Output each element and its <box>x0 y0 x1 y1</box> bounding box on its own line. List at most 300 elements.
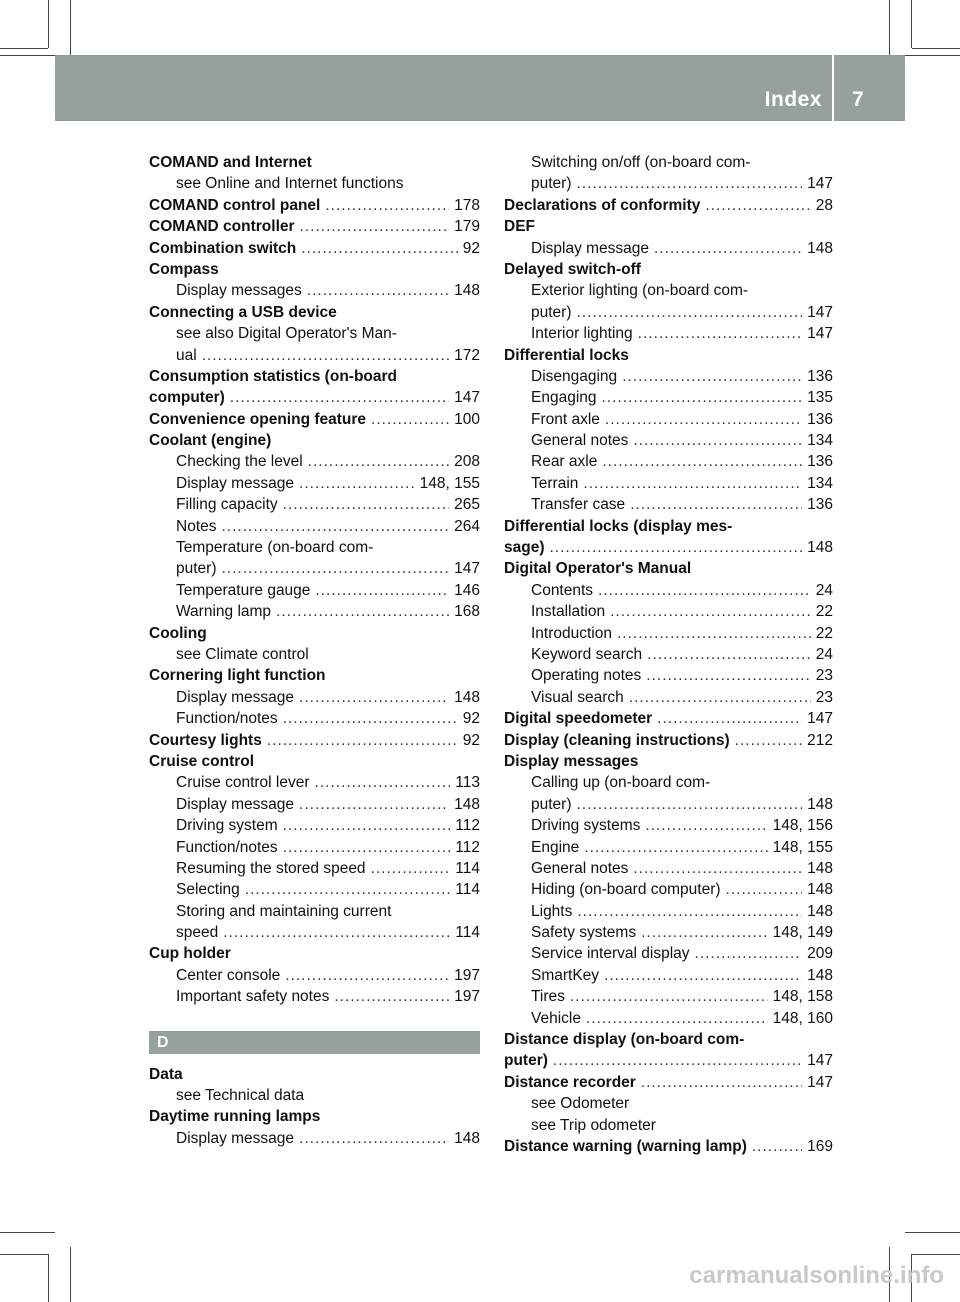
dot-leader <box>230 387 449 408</box>
page-reference[interactable]: 148 <box>454 282 480 300</box>
page-reference[interactable]: 136 <box>807 410 833 428</box>
dot-leader <box>299 794 449 815</box>
page-reference[interactable]: 265 <box>454 496 480 514</box>
index-subentry <box>504 601 833 622</box>
index-subentry <box>149 494 480 515</box>
dot-leader <box>641 922 768 943</box>
index-subentry <box>504 665 833 686</box>
dot-leader <box>645 815 767 836</box>
page-reference[interactable]: 147 <box>454 389 480 407</box>
page-reference[interactable]: 22 <box>815 624 833 642</box>
index-subentry <box>504 430 833 451</box>
dot-leader <box>610 601 811 622</box>
dot-leader <box>299 687 449 708</box>
dot-leader <box>570 986 768 1007</box>
index-entry <box>504 1072 833 1093</box>
index-entry <box>149 409 480 430</box>
index-subentry <box>149 772 480 793</box>
page-reference[interactable]: 148 <box>807 902 833 920</box>
index-entry <box>504 1029 833 1050</box>
index-list-d-continued <box>504 152 833 1157</box>
page-reference[interactable]: 172 <box>454 346 480 364</box>
page-reference[interactable]: 23 <box>815 688 833 706</box>
page-reference[interactable]: 148 <box>454 1129 480 1147</box>
header-divider <box>832 55 834 121</box>
index-subentry <box>504 858 833 879</box>
page-reference[interactable]: 264 <box>454 517 480 535</box>
dot-leader <box>629 687 811 708</box>
index-subentry <box>504 451 833 472</box>
dot-leader <box>605 409 802 430</box>
index-subentry <box>504 794 833 815</box>
page-reference[interactable]: 169 <box>807 1137 833 1155</box>
index-entry <box>149 152 480 173</box>
entry-text: see Technical data <box>176 1087 305 1105</box>
crop-mark <box>70 0 71 55</box>
entry-text: Differential locks <box>504 346 629 364</box>
page-reference[interactable]: 148, 160 <box>772 1009 833 1027</box>
dot-leader <box>638 323 802 344</box>
dot-leader <box>223 922 450 943</box>
dot-leader <box>267 730 458 751</box>
page-reference[interactable]: 148 <box>807 539 833 557</box>
dot-leader <box>577 901 802 922</box>
entry-text: Display message <box>176 474 295 492</box>
index-subentry <box>149 1085 480 1106</box>
entry-text: SmartKey <box>531 966 600 984</box>
entry-text: Center console <box>176 966 281 984</box>
dot-leader <box>647 644 811 665</box>
page-reference[interactable]: 148 <box>454 688 480 706</box>
dot-leader <box>726 879 803 900</box>
index-entry <box>149 1106 480 1127</box>
entry-text: Driving system <box>176 817 278 835</box>
index-subentry <box>504 879 833 900</box>
index-subentry <box>149 580 480 601</box>
dot-leader <box>285 965 449 986</box>
crop-mark <box>905 55 960 56</box>
dot-leader <box>371 409 449 430</box>
entry-text: Distance warning (warning lamp) <box>504 1137 747 1155</box>
index-subentry <box>504 280 833 301</box>
page-reference[interactable]: 112 <box>455 838 480 856</box>
page-reference[interactable]: 100 <box>454 410 480 428</box>
index-list-d <box>149 1064 480 1150</box>
page-reference[interactable]: 148 <box>807 795 833 813</box>
dot-leader <box>299 473 415 494</box>
index-entry <box>504 345 833 366</box>
dot-leader <box>604 965 802 986</box>
dot-leader <box>202 345 449 366</box>
dot-leader <box>752 1136 802 1157</box>
entry-text: Cornering light function <box>149 667 326 685</box>
entry-text: Display message <box>176 688 295 706</box>
entry-text: Temperature (on-board com- <box>176 539 374 557</box>
dot-leader <box>325 195 449 216</box>
index-subentry <box>504 772 833 793</box>
entry-text: Delayed switch-off <box>504 260 641 278</box>
index-subentry <box>504 623 833 644</box>
page-reference[interactable]: 92 <box>462 731 480 749</box>
index-entry <box>149 387 480 408</box>
entry-text: Filling capacity <box>176 496 278 514</box>
index-subentry <box>149 601 480 622</box>
dot-leader <box>630 494 802 515</box>
index-subentry <box>504 409 833 430</box>
entry-text: ual <box>176 346 197 364</box>
entry-text: computer) <box>149 389 225 407</box>
index-subentry <box>504 387 833 408</box>
crop-mark <box>0 1232 55 1233</box>
index-list-c <box>149 152 480 1008</box>
crop-mark <box>889 0 890 55</box>
entry-text: Safety systems <box>531 924 637 942</box>
entry-text: Display messages <box>176 282 302 300</box>
index-subentry <box>504 473 833 494</box>
page-reference[interactable]: 209 <box>807 945 833 963</box>
page-reference[interactable]: 148 <box>807 966 833 984</box>
index-subentry <box>504 238 833 259</box>
dot-leader <box>283 494 449 515</box>
entry-text: puter) <box>176 560 217 578</box>
index-subentry <box>149 708 480 729</box>
entry-text: Installation <box>531 603 606 621</box>
index-subentry <box>149 687 480 708</box>
index-subentry <box>504 366 833 387</box>
index-subentry <box>149 516 480 537</box>
dot-leader <box>222 558 450 579</box>
entry-text: Notes <box>176 517 217 535</box>
index-subentry <box>504 323 833 344</box>
index-entry <box>504 751 833 772</box>
index-subentry <box>149 794 480 815</box>
page-reference[interactable]: 147 <box>454 560 480 578</box>
crop-mark <box>0 1254 48 1255</box>
dot-leader <box>622 366 802 387</box>
dot-leader <box>550 537 803 558</box>
dot-leader <box>583 473 802 494</box>
entry-text: Data <box>149 1065 183 1083</box>
section-heading-d: D <box>149 1031 480 1054</box>
index-entry <box>149 259 480 280</box>
index-entry <box>149 730 480 751</box>
index-entry <box>504 216 833 237</box>
page-reference[interactable]: 22 <box>815 603 833 621</box>
dot-leader <box>245 879 451 900</box>
index-column-left <box>149 152 480 1149</box>
page-reference[interactable]: 112 <box>455 817 480 835</box>
index-subentry <box>149 323 480 344</box>
entry-text: Front axle <box>531 410 600 428</box>
dot-leader <box>657 708 802 729</box>
crop-mark <box>70 1247 71 1302</box>
index-subentry <box>504 1008 833 1029</box>
dot-leader <box>334 986 449 1007</box>
entry-text: puter) <box>531 303 572 321</box>
dot-leader <box>553 1050 802 1071</box>
dot-leader <box>641 1072 802 1093</box>
entry-text: Function/notes <box>176 710 278 728</box>
dot-leader <box>646 665 810 686</box>
page-reference[interactable]: 148, 155 <box>419 474 480 492</box>
entry-text: Display message <box>531 239 650 257</box>
index-subentry <box>149 644 480 665</box>
entry-text: Cruise control <box>149 752 255 770</box>
index-subentry <box>504 986 833 1007</box>
index-subentry <box>504 922 833 943</box>
dot-leader <box>598 580 811 601</box>
entry-text: Operating notes <box>531 667 642 685</box>
entry-text: Convenience opening feature <box>149 410 367 428</box>
entry-text: Important safety notes <box>176 988 330 1006</box>
index-subentry <box>149 280 480 301</box>
index-entry <box>149 623 480 644</box>
dot-leader <box>276 601 449 622</box>
crop-mark <box>911 0 912 48</box>
entry-text: Function/notes <box>176 838 278 856</box>
entry-text: Service interval display <box>531 945 690 963</box>
entry-text: Rear axle <box>531 453 598 471</box>
page-reference[interactable]: 114 <box>455 924 480 942</box>
entry-text: Display message <box>176 1129 295 1147</box>
index-entry <box>504 1136 833 1157</box>
index-subentry <box>504 687 833 708</box>
dot-leader <box>633 858 802 879</box>
entry-text: COMAND and Internet <box>149 154 312 171</box>
index-entry <box>504 195 833 216</box>
index-subentry <box>149 965 480 986</box>
page-reference[interactable]: 148, 156 <box>772 817 833 835</box>
index-subentry <box>504 1093 833 1114</box>
page-reference[interactable]: 179 <box>454 218 480 236</box>
index-subentry <box>149 558 480 579</box>
index-subentry <box>149 815 480 836</box>
entry-text: Hiding (on-board computer) <box>531 881 721 899</box>
entry-text: Coolant (engine) <box>149 432 272 450</box>
entry-text: puter) <box>531 175 572 193</box>
entry-text: see Trip odometer <box>531 1116 656 1134</box>
index-subentry <box>504 302 833 323</box>
entry-text: Calling up (on-board com- <box>531 774 711 792</box>
entry-text: Disengaging <box>531 367 618 385</box>
dot-leader <box>283 837 451 858</box>
index-subentry <box>504 815 833 836</box>
entry-text: Display (cleaning instructions) <box>504 731 730 749</box>
page-reference[interactable]: 208 <box>454 453 480 471</box>
index-subentry <box>149 537 480 558</box>
dot-leader <box>300 216 450 237</box>
entry-text: Cooling <box>149 624 207 642</box>
index-entry <box>149 430 480 451</box>
index-subentry <box>149 345 480 366</box>
index-entry <box>149 751 480 772</box>
entry-text: Driving systems <box>531 817 641 835</box>
dot-leader <box>577 302 803 323</box>
entry-text: General notes <box>531 432 629 450</box>
page-reference[interactable]: 92 <box>462 710 480 728</box>
entry-text: see also Digital Operator's Man- <box>176 325 397 343</box>
page-reference[interactable]: 148 <box>807 859 833 877</box>
entry-text: Exterior lighting (on-board com- <box>531 282 749 300</box>
page-reference[interactable]: 136 <box>807 367 833 385</box>
entry-text: Connecting a USB device <box>149 303 337 321</box>
entry-text: Switching on/off (on-board com- <box>531 154 751 171</box>
page-reference[interactable]: 136 <box>807 453 833 471</box>
page-reference[interactable]: 147 <box>807 1052 833 1070</box>
index-entry <box>149 366 480 387</box>
entry-text: Temperature gauge <box>176 581 311 599</box>
page-reference[interactable]: 168 <box>454 603 480 621</box>
entry-text: Combination switch <box>149 239 297 257</box>
entry-text: Distance display (on-board com- <box>504 1031 745 1049</box>
dot-leader <box>577 794 803 815</box>
dot-leader <box>222 516 450 537</box>
entry-text: Lights <box>531 902 573 920</box>
entry-text: speed <box>176 924 219 942</box>
index-entry <box>149 665 480 686</box>
index-entry <box>504 730 833 751</box>
entry-text: Contents <box>531 581 594 599</box>
entry-text: COMAND controller <box>149 218 295 236</box>
index-entry <box>149 943 480 964</box>
page-reference[interactable]: 147 <box>807 1073 833 1091</box>
index-subentry <box>149 173 480 194</box>
page-reference[interactable]: 92 <box>462 239 480 257</box>
entry-text: Checking the level <box>176 453 303 471</box>
dot-leader <box>602 387 803 408</box>
entry-text: Transfer case <box>531 496 626 514</box>
page-reference[interactable]: 147 <box>807 175 833 193</box>
page-reference[interactable]: 114 <box>455 881 480 899</box>
entry-text: Differential locks (display mes- <box>504 517 733 535</box>
page-reference[interactable]: 113 <box>455 774 480 792</box>
entry-text: Visual search <box>531 688 624 706</box>
entry-text: Cup holder <box>149 945 231 963</box>
entry-text: Declarations of conformity <box>504 196 701 214</box>
index-subentry <box>504 152 833 173</box>
page-reference[interactable]: 148 <box>807 881 833 899</box>
page-reference[interactable]: 148, 149 <box>772 924 833 942</box>
entry-text: Distance recorder <box>504 1073 636 1091</box>
dot-leader <box>301 238 458 259</box>
dot-leader <box>299 1128 449 1149</box>
crop-mark <box>48 0 49 48</box>
dot-leader <box>577 173 803 194</box>
page-reference[interactable]: 146 <box>454 581 480 599</box>
dot-leader <box>654 238 802 259</box>
index-entry <box>504 537 833 558</box>
entry-text: COMAND control panel <box>149 196 321 214</box>
page-reference[interactable]: 148, 158 <box>772 988 833 1006</box>
entry-text: Display messages <box>504 752 639 770</box>
entry-text: Terrain <box>531 474 579 492</box>
page-reference[interactable]: 147 <box>807 710 833 728</box>
entry-text: Interior lighting <box>531 325 633 343</box>
dot-leader <box>315 772 451 793</box>
entry-text: Selecting <box>176 881 240 899</box>
page-reference[interactable]: 197 <box>454 988 480 1006</box>
entry-text: Compass <box>149 260 219 278</box>
index-subentry <box>149 879 480 900</box>
index-subentry <box>504 837 833 858</box>
dot-leader <box>307 280 449 301</box>
entry-text: see Online and Internet functions <box>176 175 404 193</box>
entry-text: Storing and maintaining current <box>176 902 392 920</box>
index-entry <box>504 1050 833 1071</box>
index-subentry <box>149 451 480 472</box>
page-reference[interactable]: 147 <box>807 325 833 343</box>
index-entry <box>504 516 833 537</box>
page-reference[interactable]: 147 <box>807 303 833 321</box>
page-reference[interactable]: 134 <box>807 474 833 492</box>
index-entry <box>504 708 833 729</box>
page-number: 7 <box>852 88 864 111</box>
page-title: Index <box>764 88 822 111</box>
index-subentry <box>149 858 480 879</box>
index-entry <box>149 302 480 323</box>
dot-leader <box>602 451 802 472</box>
index-entry <box>149 1064 480 1085</box>
index-entry <box>149 216 480 237</box>
entry-text: DEF <box>504 218 535 236</box>
entry-text: Introduction <box>531 624 612 642</box>
index-subentry <box>504 644 833 665</box>
page-reference[interactable]: 212 <box>807 731 833 749</box>
entry-text: Resuming the stored speed <box>176 859 366 877</box>
entry-text: Vehicle <box>531 1009 581 1027</box>
page-reference[interactable]: 148 <box>454 795 480 813</box>
entry-text: Digital speedometer <box>504 710 653 728</box>
page-reference[interactable]: 114 <box>455 859 480 877</box>
page-reference[interactable]: 23 <box>815 667 833 685</box>
dot-leader <box>308 451 449 472</box>
dot-leader <box>371 858 451 879</box>
crop-mark <box>0 48 48 49</box>
index-subentry <box>149 986 480 1007</box>
entry-text: see Odometer <box>531 1095 630 1113</box>
index-entry <box>149 238 480 259</box>
page-reference[interactable]: 148, 155 <box>772 838 833 856</box>
page-reference[interactable]: 178 <box>454 196 480 214</box>
index-subentry <box>149 837 480 858</box>
dot-leader <box>633 430 802 451</box>
page-reference[interactable]: 134 <box>807 432 833 450</box>
page-reference[interactable]: 28 <box>815 196 833 214</box>
page-reference[interactable]: 135 <box>807 389 833 407</box>
page-reference[interactable]: 148 <box>807 239 833 257</box>
entry-text: Display message <box>176 795 295 813</box>
index-subentry <box>504 494 833 515</box>
entry-text: Daytime running lamps <box>149 1108 321 1126</box>
page-reference[interactable]: 24 <box>815 645 833 663</box>
entry-text: puter) <box>504 1052 548 1070</box>
dot-leader <box>283 708 458 729</box>
index-column-right <box>504 152 833 1157</box>
page-reference[interactable]: 197 <box>454 966 480 984</box>
entry-text: Engine <box>531 838 580 856</box>
index-subentry <box>504 965 833 986</box>
entry-text: sage) <box>504 539 545 557</box>
page-reference[interactable]: 24 <box>815 581 833 599</box>
crop-mark <box>912 48 960 49</box>
index-subentry <box>504 173 833 194</box>
index-entry <box>149 195 480 216</box>
page-reference[interactable]: 136 <box>807 496 833 514</box>
entry-text: General notes <box>531 859 629 877</box>
dot-leader <box>584 837 767 858</box>
crop-mark <box>912 1254 960 1255</box>
crop-mark <box>0 55 55 56</box>
